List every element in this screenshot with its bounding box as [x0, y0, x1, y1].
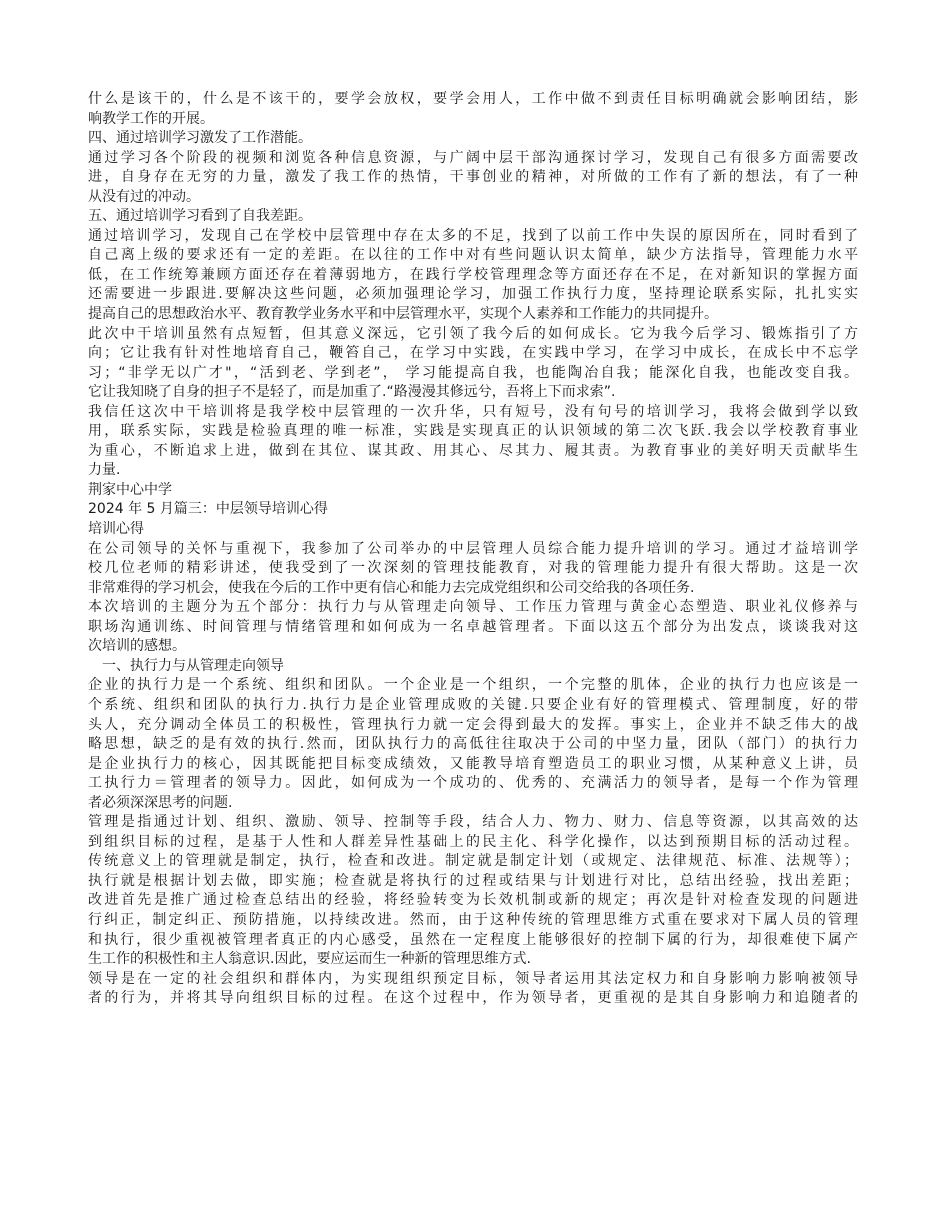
text-line: 管理是指通过计划、组织、激励、领导、控制等手段，结合人力、物力、财力、信息等资源，以其高效的达 [88, 814, 858, 831]
text-line: 到组织目标的过程，是基于人性和人群差异性基础上的民主化、科学化操作，以达到预期目标的活动过程。 [88, 833, 858, 850]
text-line: 领导是在一定的社会组织和群体内，为实现组织预定目标，领导者运用其法定权力和自身影响力影响被领导 [88, 970, 858, 987]
text-line: 向；它让我有针对性地培育自己，鞭笞自己，在学习中实践，在实践中学习，在学习中成长，在成长中不忘学 [88, 345, 858, 362]
text-line: 头人，充分调动全体员工的积极性，管理执行力就一定会得到最大的发挥。事实上，企业并不缺乏伟大的战 [88, 716, 858, 733]
text-line: 习；“非学无以广才"，“活到老、学到老”， 学习能提高自我，也能陶冶自我；能深化自我，也能改变自我。 [88, 364, 858, 381]
text-line: 什么是该干的，什么是不该干的，要学会放权，要学会用人，工作中做不到责任目标明确就会影响团结，影 [88, 91, 858, 107]
text-line: 略思想，缺乏的是有效的执行.然而，团队执行力的高低往往取决于公司的中坚力量，团队（部门）的执行力 [88, 736, 858, 753]
text-line: 企业的执行力是一个系统、组织和团队。一个企业是一个组织，一个完整的肌体，企业的执行力也应该是一 [88, 677, 858, 694]
text-line: 培训心得 [88, 521, 144, 538]
text-line: 为重心，不断追求上进，做到在其位、谋其政、用其心、尽其力、履其责。为教育事业的美好明天贡献毕生 [88, 442, 858, 459]
text-line: 从没有过的冲动。 [88, 188, 200, 205]
text-line: 改进首先是推广通过检查总结出的经验，将经验转变为长效机制或新的规定；再次是针对检查发现的问题进 [88, 892, 858, 909]
text-line: 一、执行力与从管理走向领导 [102, 657, 284, 674]
text-line: 者的行为，并将其导向组织目标的过程。在这个过程中，作为领导者，更重视的是其自身影响力和追随者的 [88, 990, 858, 1007]
text-line: 荆家中心中学 [88, 481, 172, 498]
text-line: 还需要进一步跟进.要解决这些问题，必须加强理论学习，加强工作执行力度，坚持理论联系实际，扎扎实实 [88, 286, 858, 303]
text-line: 非常难得的学习机会，使我在今后的工作中更有信心和能力去完成党组织和公司交给我的各项任务. [88, 579, 695, 596]
text-line: 者必须深深思考的问题. [88, 794, 233, 811]
text-line: 自己离上级的要求还有一定的差距。在以往的工作中对有些问题认识太简单，缺少方法指导，管理能力水平 [88, 247, 858, 264]
text-line: 次培训的感想。 [88, 638, 186, 655]
text-line: 它让我知晓了自身的担子不是轻了，而是加重了.“路漫漫其修远兮，吾将上下而求索”. [88, 384, 616, 401]
text-line: 执行就是根据计划去做，即实施；检查就是将执行的过程或结果与计划进行对比，总结出经验，找出差距； [88, 872, 858, 889]
text-line: 进，自身存在无穷的力量，激发了我工作的热情，干事创业的精神，对所做的工作有了新的想法，有了一种 [88, 169, 858, 186]
text-line: 此次中干培训虽然有点短暂，但其意义深远，它引领了我今后的如何成长。它为我今后学习、锻炼指引了方 [88, 325, 858, 342]
text-line: 职场沟通训练、时间管理与情绪管理和如何成为一名卓越管理者。下面以这五个部分为出发点，谈谈我对这 [88, 618, 858, 635]
text-line: 低，在工作统筹兼顾方面还存在着薄弱地方，在践行学校管理理念等方面还存在不足，在对新知识的掌握方面 [88, 266, 858, 283]
text-line: 通过学习各个阶段的视频和浏览各种信息资源，与广阔中层干部沟通探讨学习，发现自己有很多方面需要改 [88, 149, 858, 166]
text-line: 在公司领导的关怀与重视下，我参加了公司举办的中层管理人员综合能力提升培训的学习。通过才益培训学 [88, 540, 858, 557]
text-line: 传统意义上的管理就是制定，执行，检查和改进。制定就是制定计划（或规定、法律规范、标准、法规等）； [88, 853, 858, 870]
text-line: 2024 年 5 月篇三：中层领导培训心得 [88, 501, 328, 518]
text-line: 我信任这次中干培训将是我学校中层管理的一次升华，只有短号，没有句号的培训学习，我将会做到学以致 [88, 403, 858, 420]
text-line: 提高自己的思想政治水平、教育教学业务水平和中层管理水平，实现个人素养和工作能力的共同提升。 [88, 306, 718, 323]
text-line: 本次培训的主题分为五个部分：执行力与从管理走向领导、工作压力管理与黄金心态塑造、职业礼仪修养与 [88, 599, 858, 616]
text-line: 力量. [88, 462, 121, 479]
text-line: 通过培训学习，发现自己在学校中层管理中存在太多的不足，找到了以前工作中失误的原因所在，同时看到了 [88, 227, 858, 244]
text-line: 五、通过培训学习看到了自我差距。 [88, 208, 312, 225]
text-line: 生工作的积极性和主人翁意识.因此，要应运而生一种新的管理思维方式. [88, 951, 531, 968]
text-line: 工执行力＝管理者的领导力。因此，如何成为一个成功的、优秀的、充满活力的领导者，是每一个作为管理 [88, 775, 858, 792]
text-line: 四、通过培训学习激发了工作潜能。 [88, 130, 312, 147]
text-line: 个系统、组织和团队的执行力.执行力是企业管理成败的关键.只要企业有好的管理模式、管理制度，好的带 [88, 696, 858, 713]
document-page [88, 90, 858, 1009]
text-line: 校几位老师的精彩讲述，使我受到了一次深刻的管理技能教育，对我的管理能力提升有很大帮助。这是一次 [88, 560, 858, 577]
text-line: 响教学工作的开展。 [88, 110, 214, 127]
text-line: 行纠正，制定纠正、预防措施，以持续改进。然而，由于这种传统的管理思维方式重在要求对下属人员的管理 [88, 911, 858, 928]
text-line: 用，联系实际，实践是检验真理的唯一标准，实践是实现真正的认识领域的第二次飞跃.我会以学校教育事业 [88, 423, 858, 440]
text-line: 和执行，很少重视被管理者真正的内心感受，虽然在一定程度上能够很好的控制下属的行为，却很难使下属产 [88, 931, 858, 948]
text-line: 是企业执行力的核心，因其既能把目标变成绩效，又能教导培育塑造员工的职业习惯，从某种意义上讲，员 [88, 755, 858, 772]
